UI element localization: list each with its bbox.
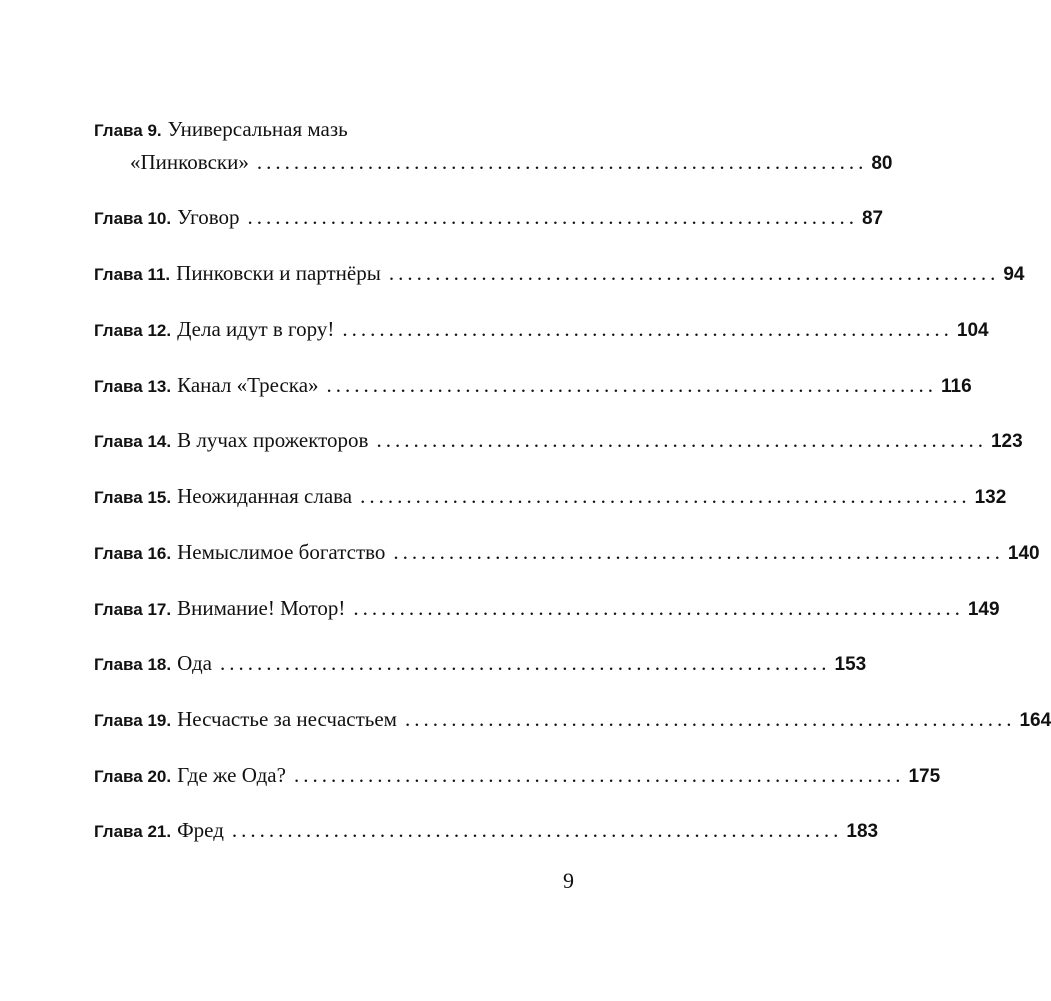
toc-entry-chapter-12 — [94, 314, 989, 344]
chapter-page-number: 140 — [1007, 543, 1040, 564]
dot-leader: .................................................................. — [256, 150, 868, 174]
chapter-title: Внимание! Мотор! — [177, 596, 346, 620]
chapter-label: Глава 17. — [94, 600, 172, 619]
chapter-page-number: 132 — [974, 487, 1007, 508]
chapter-title: В лучах прожекторов — [177, 428, 369, 452]
chapter-page-number: 164 — [1019, 710, 1051, 731]
toc-entry-chapter-9 — [94, 114, 571, 144]
chapter-title: Уговор — [177, 205, 240, 229]
chapter-page-number: 80 — [871, 153, 893, 174]
page-number: 9 — [563, 868, 574, 893]
chapter-page-number: 94 — [1003, 264, 1025, 285]
toc-entry-chapter-17 — [94, 593, 1000, 623]
toc-entry-first-line — [94, 114, 571, 144]
chapter-page-number: 123 — [990, 431, 1023, 452]
dot-leader: .................................................................. — [342, 317, 953, 341]
dot-leader: .................................................................. — [353, 596, 964, 620]
chapter-label: Глава 11. — [94, 265, 171, 284]
chapter-page-number: 149 — [967, 599, 1000, 620]
chapter-label: Глава 9. — [94, 121, 162, 140]
toc-entry-chapter-14 — [94, 425, 1023, 455]
chapter-page-number: 153 — [834, 654, 867, 675]
chapter-label: Глава 10. — [94, 209, 172, 228]
chapter-label: Глава 14. — [94, 432, 172, 451]
chapter-title: Где же Ода? — [177, 763, 286, 787]
dot-leader: .................................................................. — [293, 763, 905, 787]
toc-entry-chapter-21 — [94, 815, 879, 845]
chapter-label: Глава 21. — [94, 822, 172, 841]
chapter-title: Неожиданная слава — [177, 484, 353, 508]
dot-leader: .................................................................. — [360, 484, 971, 508]
chapter-title: Универсальная мазь — [167, 117, 348, 141]
dot-leader: .................................................................. — [404, 707, 1016, 731]
chapter-title: Пинковски и партнёры — [176, 261, 381, 285]
toc-entry-chapter-18 — [94, 648, 867, 678]
toc-entry-chapter-15 — [94, 481, 1007, 511]
chapter-title: Дела идут в гору! — [177, 317, 335, 341]
chapter-label: Глава 18. — [94, 655, 172, 674]
toc-entry-chapter-13 — [94, 370, 972, 400]
chapter-title: Несчастье за несчастьем — [177, 707, 397, 731]
toc-entry-chapter-19 — [94, 704, 1051, 734]
toc-entry-second-line — [94, 147, 893, 177]
toc-entry-chapter-10 — [94, 202, 884, 232]
chapter-page-number: 183 — [846, 821, 879, 842]
chapter-title-continued: «Пинковски» — [130, 150, 249, 174]
chapter-page-number: 175 — [908, 766, 941, 787]
chapter-page-number: 116 — [941, 376, 972, 397]
chapter-title: Немыслимое богатство — [177, 540, 386, 564]
dot-leader: .................................................................. — [376, 428, 987, 452]
dot-leader: .................................................................. — [326, 373, 938, 397]
chapter-title: Канал «Треска» — [177, 373, 319, 397]
toc-entry-chapter-20 — [94, 760, 941, 790]
dot-leader: .................................................................. — [220, 651, 831, 675]
chapter-page-number: 87 — [861, 208, 884, 229]
chapter-title: Ода — [177, 651, 212, 675]
toc-entry-chapter-16 — [94, 537, 1040, 567]
toc-entry-chapter-11 — [94, 258, 1025, 288]
chapter-label: Глава 15. — [94, 488, 172, 507]
chapter-title: Фред — [177, 818, 224, 842]
chapter-label: Глава 16. — [94, 544, 172, 563]
dot-leader: .................................................................. — [388, 261, 1000, 285]
dot-leader: .................................................................. — [231, 818, 843, 842]
chapter-label: Глава 13. — [94, 377, 172, 396]
chapter-label: Глава 19. — [94, 711, 172, 730]
chapter-label: Глава 12. — [94, 321, 172, 340]
dot-leader: .................................................................. — [247, 205, 858, 229]
chapter-page-number: 104 — [956, 320, 989, 341]
chapter-label: Глава 20. — [94, 767, 172, 786]
toc-entry-chapter-9-continued — [94, 147, 893, 177]
dot-leader: .................................................................. — [393, 540, 1004, 564]
